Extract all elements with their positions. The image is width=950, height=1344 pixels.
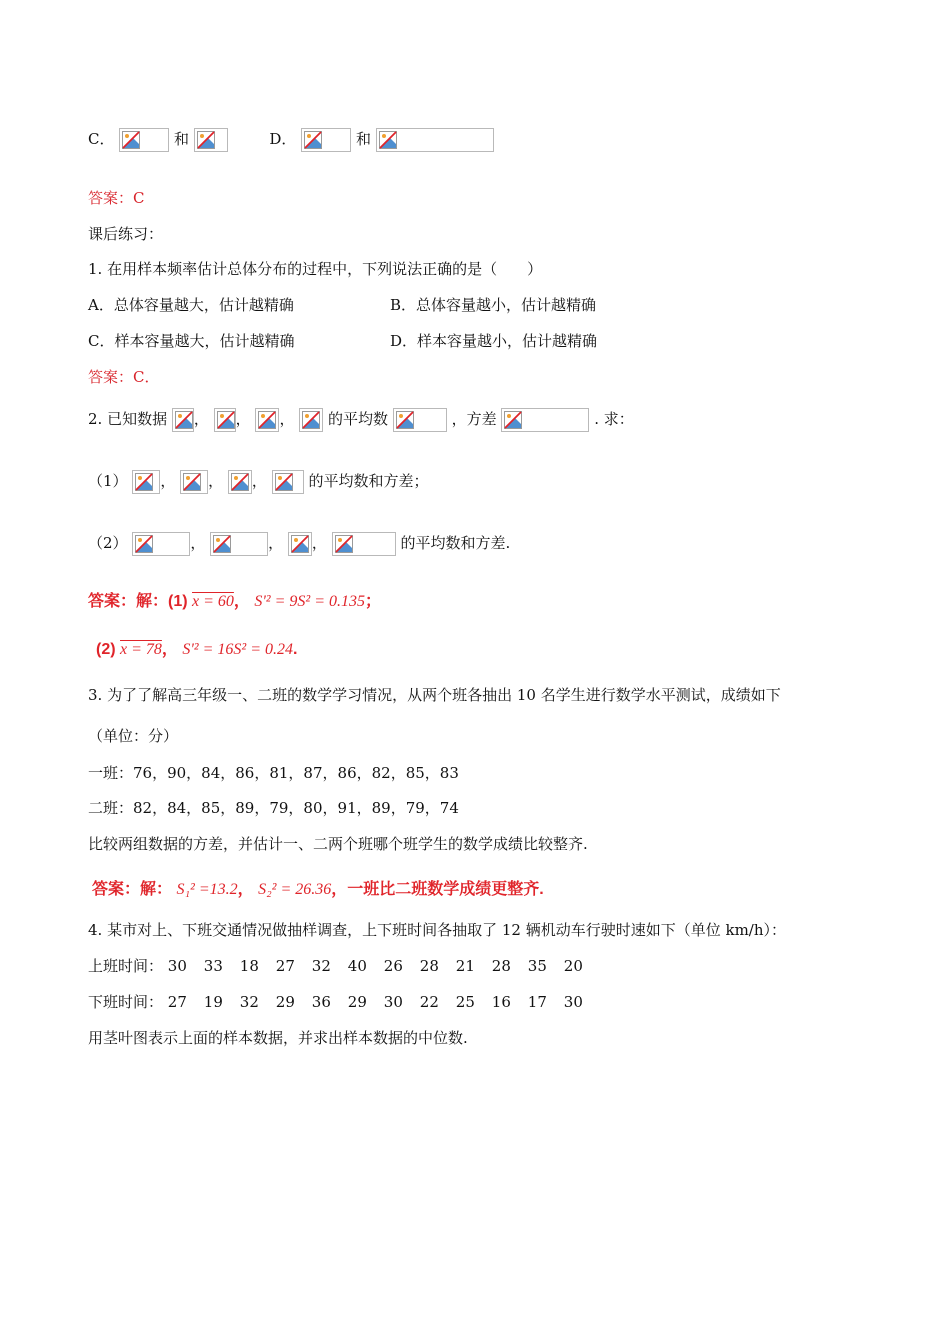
q2-stem-text: ，方差 (451, 410, 497, 428)
answer-mean: x = 60 (192, 593, 234, 610)
formula-image (172, 408, 194, 432)
comma: ， (251, 472, 267, 490)
formula-image (255, 408, 279, 432)
speed-value: 32 (239, 993, 259, 1011)
comma: ， (235, 410, 251, 428)
formula-image (393, 408, 447, 432)
option-d-label: D． (269, 130, 297, 148)
sub-tail: 的平均数和方差. (400, 534, 511, 552)
speed-value: 29 (275, 993, 295, 1011)
speed-value: 17 (527, 993, 547, 1011)
prev-answer: 答案：C (88, 189, 145, 207)
speed-value: 28 (419, 957, 439, 975)
speed-value: 28 (491, 957, 511, 975)
speed-value: 36 (311, 993, 331, 1011)
q3-question: 比较两组数据的方差，并估计一、二两个班哪个班学生的数学成绩比较整齐. (88, 835, 588, 853)
speed-value: 27 (275, 957, 295, 975)
up-label: 上班时间： (88, 957, 164, 975)
speed-value: 27 (167, 993, 187, 1011)
and-text: 和 (356, 130, 372, 148)
q3-unit: （单位：分） (88, 727, 179, 745)
q2-stem-text: 2. 已知数据 (88, 410, 168, 428)
and-text: 和 (174, 130, 190, 148)
broken-image-icon (231, 473, 249, 491)
comma: ， (311, 534, 327, 552)
sub-label: （1） (88, 472, 128, 490)
speed-value: 22 (419, 993, 439, 1011)
broken-image-icon (197, 131, 215, 149)
sub-label: （2） (88, 534, 128, 552)
broken-image-icon (275, 473, 293, 491)
broken-image-icon (217, 411, 235, 429)
q2-stem-text: . 求： (594, 410, 634, 428)
q2-stem (88, 408, 634, 432)
comma: ， (279, 410, 295, 428)
q2-sub1 (88, 470, 429, 494)
comma: ， (193, 410, 209, 428)
speed-value: 26 (383, 957, 403, 975)
comma: ， (160, 472, 176, 490)
q3-class2: 二班：82，84，85，89，79，80，91，89，79，74 (88, 799, 459, 817)
speed-value: 25 (455, 993, 475, 1011)
answer-variance: S'² = 9S² = 0.135 (254, 593, 365, 610)
formula-image (501, 408, 589, 432)
q2-answer-2: (2) x = 78， S'² = 16S² = 0.24. (96, 641, 298, 658)
broken-image-icon (335, 535, 353, 553)
speed-value: 30 (563, 993, 583, 1011)
speed-value: 33 (203, 957, 223, 975)
down-values (168, 993, 600, 1011)
broken-image-icon (122, 131, 140, 149)
speed-value: 35 (527, 957, 547, 975)
formula-image (180, 470, 208, 494)
formula-image (194, 128, 228, 152)
q1-option-b: B．总体容量越小，估计越精确 (390, 296, 597, 314)
broken-image-icon (135, 535, 153, 553)
q1-stem: 1. 在用样本频率估计总体分布的过程中，下列说法正确的是（ ） (88, 260, 543, 278)
speed-value: 19 (203, 993, 223, 1011)
q1-answer: 答案：C． (88, 368, 160, 386)
speed-value: 30 (383, 993, 403, 1011)
formula-image (132, 470, 160, 494)
broken-image-icon (504, 411, 522, 429)
answer-s2: S₂² = 26.36 (258, 881, 332, 898)
q2-stem-text: 的平均数 (328, 410, 389, 428)
formula-image (214, 408, 236, 432)
comma: ， (190, 534, 206, 552)
broken-image-icon (396, 411, 414, 429)
q1-option-a: A．总体容量越大，估计越精确 (88, 296, 294, 314)
broken-image-icon (175, 411, 193, 429)
broken-image-icon (291, 535, 309, 553)
speed-value: 40 (347, 957, 367, 975)
answer-head: 答案：解： (92, 881, 173, 898)
speed-value: 18 (239, 957, 259, 975)
q4-up-row (88, 956, 600, 976)
speed-value: 20 (563, 957, 583, 975)
answer-head: (2) (96, 641, 116, 658)
q4-question: 用茎叶图表示上面的样本数据，并求出样本数据的中位数. (88, 1029, 468, 1047)
q1-option-d: D．样本容量越小，估计越精确 (390, 332, 598, 350)
answer-s1: S₁² =13.2 (176, 881, 238, 898)
answer-head: 答案：解：(1) (88, 593, 188, 610)
sub-tail: 的平均数和方差； (308, 472, 429, 490)
speed-value: 16 (491, 993, 511, 1011)
q3-class1: 一班：76，90，84，86，81，87，86，82，85，83 (88, 764, 459, 782)
q1-option-c: C．样本容量越大，估计越精确 (88, 332, 295, 350)
formula-image (332, 532, 396, 556)
answer-mean: x = 78 (120, 641, 162, 658)
option-c-d-line (88, 128, 494, 152)
q2-sub2 (88, 532, 510, 556)
formula-image (210, 532, 268, 556)
q3-stem: 3. 为了了解高三年级一、二班的数学学习情况，从两个班各抽出 10 名学生进行数学水平测试，成绩如下 (88, 686, 781, 704)
formula-image (301, 128, 351, 152)
section-title: 课后练习： (88, 225, 164, 243)
broken-image-icon (302, 411, 320, 429)
speed-value: 29 (347, 993, 367, 1011)
option-c-label: C． (88, 130, 115, 148)
answer-variance: S'² = 16S² = 0.24 (182, 641, 293, 658)
formula-image (119, 128, 169, 152)
broken-image-icon (213, 535, 231, 553)
broken-image-icon (135, 473, 153, 491)
comma: ， (208, 472, 224, 490)
q2-answer-1: 答案：解：(1) x = 60， S'² = 9S² = 0.135； (88, 593, 381, 610)
answer-end: ； (364, 593, 381, 610)
formula-image (132, 532, 190, 556)
q4-stem: 4. 某市对上、下班交通情况做抽样调查，上下班时间各抽取了 12 辆机动车行驶时速如下（单位 km/h）： (88, 921, 787, 939)
answer-tail: ，一班比二班数学成绩更整齐. (331, 881, 544, 898)
q4-down-row (88, 992, 600, 1012)
broken-image-icon (304, 131, 322, 149)
up-values (168, 957, 600, 975)
speed-value: 21 (455, 957, 475, 975)
formula-image (299, 408, 323, 432)
formula-image (288, 532, 312, 556)
formula-image (376, 128, 494, 152)
answer-end: . (292, 641, 298, 658)
q3-answer: 答案：解： S₁² =13.2， S₂² = 26.36，一班比二班数学成绩更整齐. (92, 881, 544, 898)
speed-value: 32 (311, 957, 331, 975)
formula-image (272, 470, 304, 494)
broken-image-icon (258, 411, 276, 429)
comma: ， (268, 534, 284, 552)
down-label: 下班时间： (88, 993, 164, 1011)
broken-image-icon (379, 131, 397, 149)
broken-image-icon (183, 473, 201, 491)
formula-image (228, 470, 252, 494)
speed-value: 30 (167, 957, 187, 975)
